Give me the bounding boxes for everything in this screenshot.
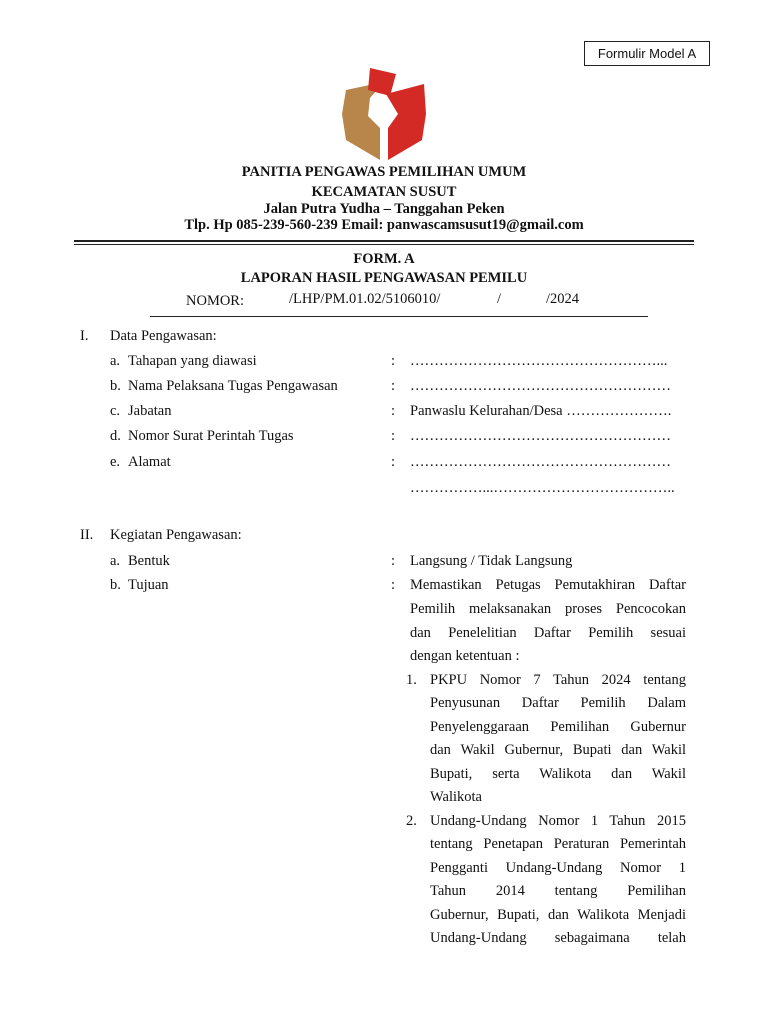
row-e-letter: e. (110, 454, 121, 470)
row-b-letter: b. (110, 378, 121, 394)
form-title: FORM. A (353, 251, 415, 267)
regulation-2-line-3: Pengganti Undang-Undang Nomor 1 (430, 860, 686, 876)
regulation-2-line-2: tentang Penetapan Peraturan Pemerintah (430, 836, 686, 852)
regulation-1-line-3: Penyelenggaraan Pemilihan Gubernur (430, 719, 686, 735)
row-a-value: ……………………………………………... (410, 353, 668, 369)
section-2-number: II. (80, 527, 94, 543)
regulation-2-line-1: Undang-Undang Nomor 1 Tahun 2015 (430, 813, 686, 829)
row-d-label: Nomor Surat Perintah Tugas (128, 428, 294, 444)
row-e-value: ……………………………………………… (410, 454, 671, 470)
regulation-1-line-1: PKPU Nomor 7 Tahun 2024 tentang (430, 672, 686, 688)
form-subtitle: LAPORAN HASIL PENGAWASAN PEMILU (240, 270, 528, 286)
bawaslu-logo (340, 68, 428, 162)
bentuk-label: Bentuk (128, 553, 170, 569)
section-2-title: Kegiatan Pengawasan: (110, 527, 242, 543)
nomor-label: NOMOR: (186, 293, 245, 309)
regulation-2-number: 2. (406, 813, 417, 829)
header-divider-thick (74, 240, 694, 242)
regulation-2-line-5: Gubernur, Bupati, dan Walikota Menjadi (430, 907, 686, 923)
bentuk-colon: : (391, 553, 396, 569)
row-e-value-continued: ……………...……………………………….. (410, 480, 675, 496)
regulation-2-line-6: Undang-Undang sebagaimana telah (430, 930, 686, 946)
header-divider-thin (74, 244, 694, 245)
header-line-3: Jalan Putra Yudha – Tanggahan Peken (263, 201, 505, 217)
row-b-colon: : (391, 378, 396, 394)
section-1-number: I. (80, 328, 89, 344)
regulation-1-line-6: Walikota (430, 789, 482, 805)
regulation-1-line-2: Penyusunan Daftar Pemilih Dalam (430, 695, 686, 711)
nomor-code: /LHP/PM.01.02/5106010/ (289, 291, 441, 307)
nomor-underline (150, 316, 648, 317)
nomor-year: /2024 (546, 291, 580, 307)
row-b-value: ……………………………………………… (410, 378, 671, 394)
row-c-label: Jabatan (128, 403, 172, 419)
row-a-colon: : (391, 353, 396, 369)
regulation-2-line-4: Tahun 2014 tentang Pemilihan (430, 883, 686, 899)
tujuan-line-4: dengan ketentuan : (410, 648, 520, 664)
header-line-4: Tlp. Hp 085-239-560-239 Email: panwascamsusut19@gmail.com (184, 217, 584, 233)
row-d-value: ……………………………………………… (410, 428, 671, 444)
tujuan-line-2: Pemilih melaksanakan proses Pencocokan (410, 601, 686, 617)
regulation-1-line-4: dan Wakil Gubernur, Bupati dan Wakil (430, 742, 686, 758)
header-line-2: KECAMATAN SUSUT (311, 184, 457, 200)
row-a-letter: a. (110, 353, 121, 369)
regulation-1-number: 1. (406, 672, 417, 688)
bentuk-value: Langsung / Tidak Langsung (410, 553, 573, 569)
tujuan-letter: b. (110, 577, 121, 593)
bentuk-letter: a. (110, 553, 121, 569)
form-model-label: Formulir Model A (584, 41, 710, 66)
row-c-value: Panwaslu Kelurahan/Desa …………………. (410, 403, 672, 419)
tujuan-colon: : (391, 577, 396, 593)
row-c-colon: : (391, 403, 396, 419)
row-b-label: Nama Pelaksana Tugas Pengawasan (128, 378, 338, 394)
tujuan-label: Tujuan (128, 577, 169, 593)
tujuan-line-3: dan Penelelitian Daftar Pemilih sesuai (410, 625, 686, 641)
tujuan-line-1: Memastikan Petugas Pemutakhiran Daftar (410, 577, 686, 593)
row-d-letter: d. (110, 428, 121, 444)
row-a-label: Tahapan yang diawasi (128, 353, 257, 369)
header-line-1: PANITIA PENGAWAS PEMILIHAN UMUM (241, 164, 527, 180)
section-1-title: Data Pengawasan: (110, 328, 217, 344)
row-c-letter: c. (110, 403, 121, 419)
nomor-slash: / (497, 291, 502, 307)
regulation-1-line-5: Bupati, serta Walikota dan Wakil (430, 766, 686, 782)
row-e-label: Alamat (128, 454, 171, 470)
row-d-colon: : (391, 428, 396, 444)
row-e-colon: : (391, 454, 396, 470)
